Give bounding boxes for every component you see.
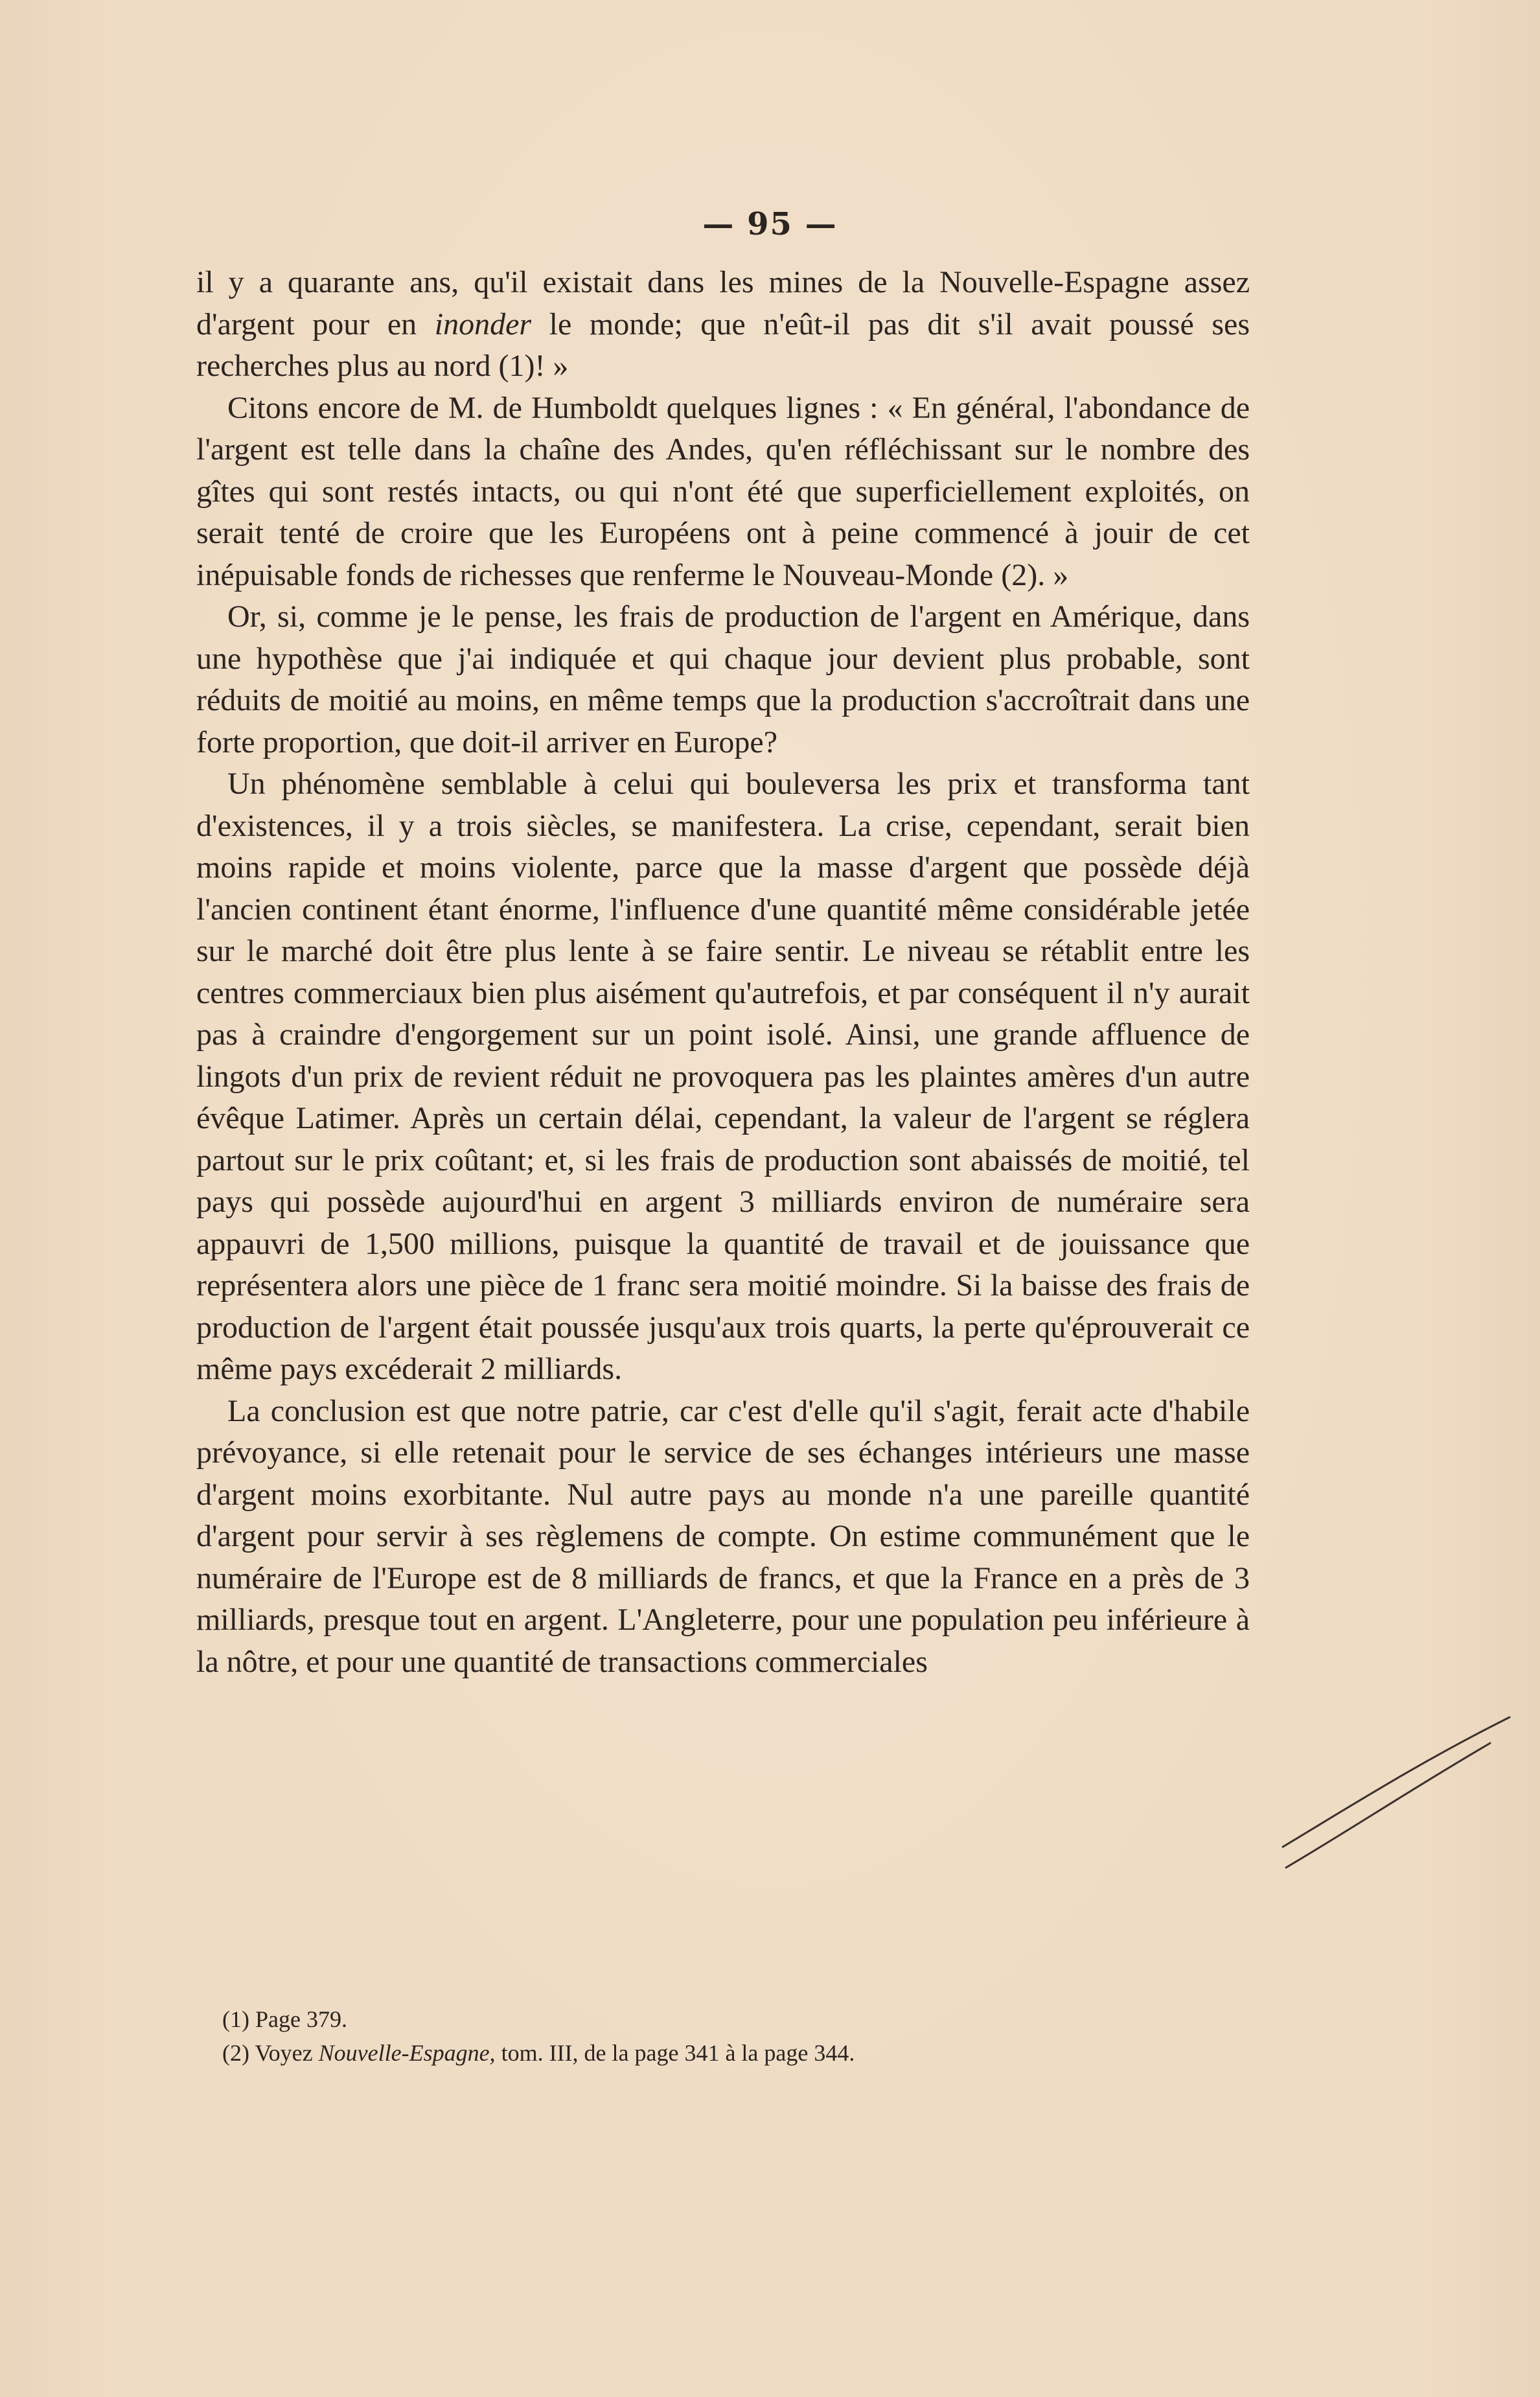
pencil-marks-icon [1270, 1698, 1529, 1892]
fn2-before: (2) Voyez [222, 2040, 319, 2066]
paragraph-2: Citons encore de M. de Humboldt quelques lignes : « En général, l'abondance de l'argent est telle dans la chaîne des Andes, qu'en réfléchissant sur le nombre des gîtes qui sont restés intacts, ou qui n'ont été que superficiellement exploités, on serait tenté de croire que les Européens ont à peine commencé à jouir de cet inépuisable fonds de richesses que renferme le Nouveau-Monde (2). » [196, 390, 1250, 592]
paragraph-5: La conclusion est que notre patrie, car c'est d'elle qu'il s'agit, ferait acte d'habile prévoyance, si elle retenait pour le service de ses échanges intérieurs une masse d'argent moins exorbitante. Nul autre pays au monde n'a une pareille quantité d'argent pour servir à ses règlemens de compte. On estime communément que le numéraire de l'Europe est de 8 milliards de francs, et que la France en a près de 3 milliards, presque tout en argent. L'Angleterre, pour une population peu inférieure à la nôtre, et pour une quantité de transactions commerciales [196, 1393, 1250, 1679]
paragraph-4: Un phénomène semblable à celui qui bouleversa les prix et transforma tant d'existences, il y a trois siècles, se manifestera. La crise, cependant, serait bien moins rapide et moins violente, parce que la masse d'argent que possède déjà l'ancien continent étant énorme, l'influence d'une quantité même considérable jetée sur le marché doit être plus lente à se faire sentir. Le niveau se rétablit entre les centres commerciaux bien plus aisément qu'autrefois, et par conséquent il n'y aurait pas à craindre d'engorgement sur un point isolé. Ainsi, une grande affluence de lingots d'un prix de revient réduit ne provoquera pas les plaintes amères d'un autre évêque Latimer. Après un certain délai, cependant, la valeur de l'argent se réglera partout sur le prix coûtant; et, si les frais de production sont abaissés de moitié, tel pays qui possède aujourd'hui en argent 3 milliards environ de numéraire sera appauvri de 1,500 millions, puisque la quantité de travail et de jouissance que représentera alors une pièce de 1 franc sera moitié moindre. Si la baisse des frais de production de l'argent était poussée jusqu'aux trois quarts, la perte qu'éprouverait ce même pays excéderait 2 milliards. [196, 767, 1250, 1386]
fn2-after: tom. III, de la page 341 à la page 344. [495, 2040, 855, 2066]
footnote-1: (1) Page 379. [222, 2006, 347, 2032]
footnote-2 [196, 2036, 1250, 2070]
paragraph-3: Or, si, comme je le pense, les frais de production de l'argent en Amérique, dans une hypothèse que j'ai indiquée et qui chaque jour devient plus probable, sont réduits de moitié au moins, en même temps que la production s'accroîtrait dans une forte proportion, que doit-il arriver en Europe? [196, 599, 1250, 759]
paragraph-1 [196, 262, 1250, 388]
p1-after: le monde; que n'eût-il pas dit s'il avait poussé ses recherches plus au nord (1)! » [196, 307, 1250, 383]
body-text [196, 262, 1250, 1683]
fn2-emphasis: Nouvelle-Espagne, [318, 2040, 496, 2066]
p1-before: il y a quarante ans, qu'il existait dans les mines de la Nouvelle-Espagne assez d'argent pour en [196, 265, 1250, 342]
page-number: — 95 — [702, 206, 838, 242]
p1-emphasis: inonder [434, 307, 532, 342]
footnotes [196, 2002, 1250, 2070]
